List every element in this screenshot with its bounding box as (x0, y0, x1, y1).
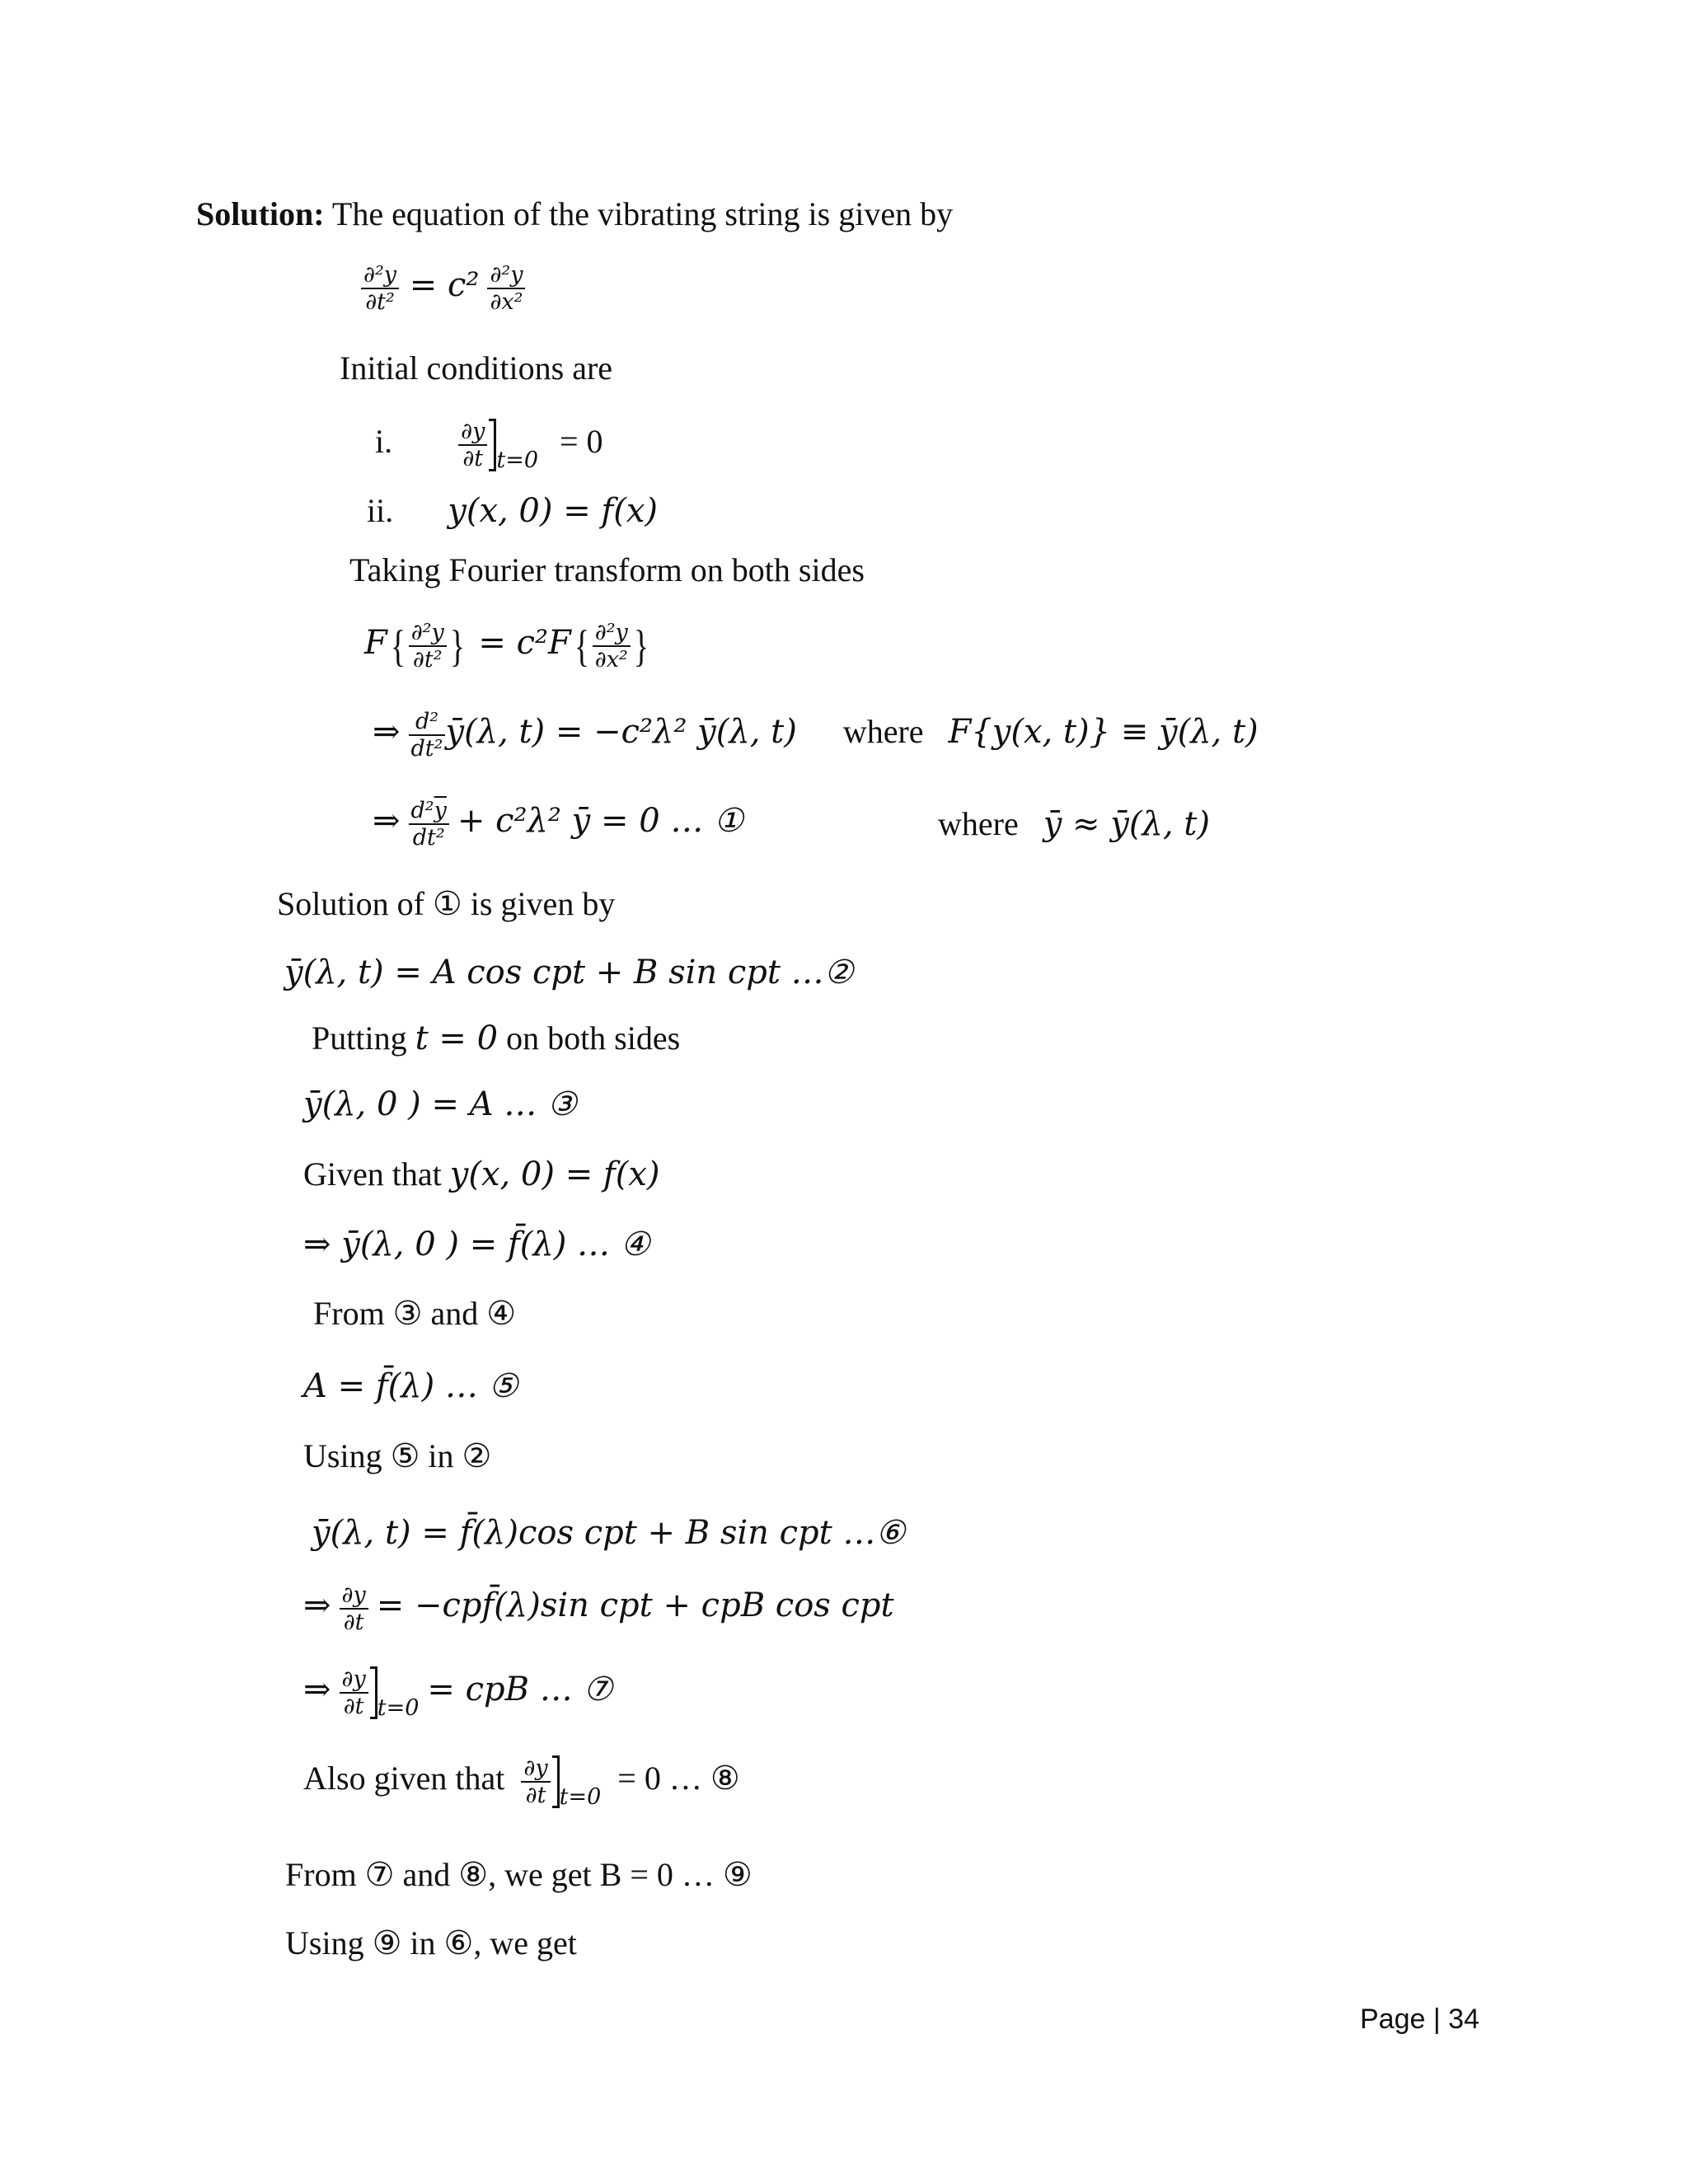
from-three-four-text: From ③ and ④ (313, 1295, 517, 1332)
putting-t-zero-line (312, 1020, 680, 1057)
equation-one: + c²λ² ȳ = 0 … ① (457, 802, 743, 841)
t-equals-zero: t = 0 (415, 1019, 499, 1057)
equation-seven-line: ⇒ $\frac{\partial y}{\partial t}$ $_{t=0}$ = cpB … ⑦ (303, 1666, 613, 1722)
equation-three: ȳ(λ, 0 ) = A … ③ (303, 1085, 577, 1123)
given-that-text: Given that (303, 1155, 442, 1193)
using-nine-in-six-text: Using ⑨ in ⑥, we get (285, 1924, 577, 1961)
condition-two-label: ii. (367, 492, 394, 529)
condition-one-rhs: = 0 (560, 423, 603, 461)
solution-heading-line (196, 196, 953, 232)
condition-one: i. $\frac{\partial y}{\partial t}$ $_{t=0}$ = 0 (375, 419, 603, 474)
equation-nine-line: From ⑦ and ⑧, we get B = 0 … ⑨ (285, 1856, 753, 1893)
also-given-text: Also given that (303, 1760, 505, 1797)
condition-two (367, 493, 658, 529)
equation-six: ȳ(λ, t) = f̄(λ)cos cpt + B sin cpt …⑥ (312, 1514, 906, 1552)
both-sides-text: on both sides (506, 1019, 681, 1057)
solution-label: Solution: (196, 195, 325, 232)
transform-definition: F{y(x, t)} ≡ ȳ(λ, t) (948, 713, 1259, 752)
derivative-equation: = −cpf̄(λ)sin cpt + cpB cos cpt (376, 1586, 894, 1625)
fourier-transform-equation: F{ $\frac{\text{∂²y}}{\text{∂t²}}$ } = c²F{ $\frac{\text{∂²y}}{\text{∂x²}}$ } (364, 620, 649, 673)
given-condition: y(x, 0) = f(x) (449, 1155, 660, 1193)
putting-text: Putting (312, 1019, 407, 1057)
using-five-in-two-text: Using ⑤ in ② (303, 1437, 492, 1474)
solution-of-one-text: Solution of ① is given by (277, 885, 616, 922)
condition-two-equation: y(x, 0) = f(x) (448, 492, 658, 530)
equation-four: ⇒ ȳ(λ, 0 ) = f̄(λ) … ④ (303, 1226, 650, 1263)
equation-one-line: ⇒ $\frac{d^2\overline{y}}{\text{dt²}}$ + c²λ² ȳ = 0 … ① (373, 798, 743, 851)
condition-one-label: i. (375, 423, 393, 461)
notation-definition: ȳ ≈ ȳ(λ, t) (1043, 805, 1210, 843)
wave-equation: $\frac{\text{∂²y}}{\text{∂t²}}$ = c² $\frac{\text{∂²y}}{\text{∂x²}}$ (361, 262, 525, 315)
page-number: Page | 34 (1360, 2004, 1479, 2035)
derivative-line: ⇒ $\frac{\partial y}{\partial t}$ = −cpf̄(λ)sin cpt + cpB cos cpt (303, 1582, 894, 1636)
initial-conditions-heading: Initial conditions are (340, 349, 613, 387)
equation-two: ȳ(λ, t) = A cos cpt + B sin cpt …② (284, 954, 854, 991)
fourier-transform-heading: Taking Fourier transform on both sides (349, 551, 865, 588)
equation-seven: = cpB … ⑦ (427, 1671, 613, 1709)
transformed-ode: ȳ(λ, t) = −c²λ² ȳ(λ, t) (445, 713, 797, 752)
transformed-ode-line: ⇒ $\frac{\text{d²}}{\text{dt²}}$ ȳ(λ, t) = −c²λ² ȳ(λ, t) where F{y(x, t)} ≡ ȳ(λ, t) (373, 709, 1259, 762)
notation-note (938, 806, 1210, 842)
where-label-1: where (842, 713, 924, 751)
where-label-2: where (938, 805, 1019, 842)
solution-intro-text: The equation of the vibrating string is given by (331, 195, 954, 232)
equation-eight: = 0 … ⑧ (617, 1760, 740, 1797)
equation-five: A = f̄(λ) … ⑤ (303, 1367, 518, 1405)
given-condition-line (303, 1156, 660, 1193)
equation-eight-line: Also given that $\frac{\partial y}{\partial t}$ $_{t=0}$ = 0 … ⑧ (303, 1755, 740, 1811)
